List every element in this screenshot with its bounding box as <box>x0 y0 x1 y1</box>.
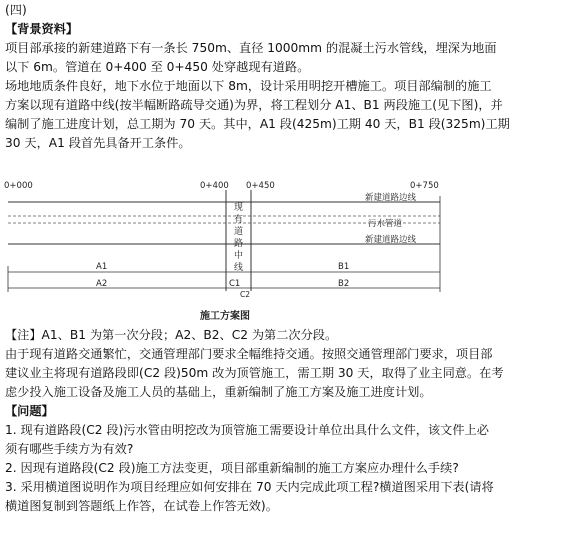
construction-plan-figure <box>0 176 571 326</box>
background-line: 以下 6m。管道在 0+400 至 0+450 处穿越现有道路。 <box>5 60 310 74</box>
segment-C2-label: C2 <box>240 290 251 299</box>
note-line: 建议业主将现有道路段即(C2 段)50m 改为顶管施工，需工期 30 天，取得了业主同意。在考 <box>5 366 504 380</box>
svg-text:路: 路 <box>234 239 244 249</box>
segment-C1-label: C1 <box>229 279 241 289</box>
background-section <box>5 1 567 153</box>
question-line: 须有哪些手续方为有效? <box>5 442 134 456</box>
background-line: 项目部承接的新建道路下有一条长 750m、直径 1000mm 的混凝土污水管线，埋深为地面 <box>5 41 497 55</box>
note-line: 【注】A1、B1 为第一次分段；A2、B2、C2 为第二次分段。 <box>5 328 338 342</box>
existing-road-centerline-label <box>234 202 243 273</box>
pipe-label: 污水管道 <box>368 219 403 229</box>
background-heading: 【背景资料】 <box>5 22 79 36</box>
station-label-400: 0+400 <box>200 181 229 191</box>
station-label-450: 0+450 <box>246 181 275 191</box>
note-line: 虑少投入施工设备及施工人员的基础上，重新编制了施工方案及施工进度计划。 <box>5 385 432 399</box>
background-line: 编制了施工进度计划，总工期为 70 天。其中，A1 段(425m)工期 40 天，B1 段(325m)工期 <box>5 117 510 131</box>
background-line: 场地地质条件良好，地下水位于地面以下 8m，设计采用明挖开槽施工。项目部编制的施工 <box>5 79 492 93</box>
segment-B2-label: B2 <box>338 279 350 289</box>
question-heading: 【问题】 <box>5 404 54 418</box>
question-line: 2. 因现有道路段(C2 段)施工方法变更，项目部重新编制的施工方案应办理什么手续? <box>5 461 459 475</box>
question-line: 1. 现有道路段(C2 段)污水管由明挖改为顶管施工需要设计单位出具什么文件，该文件上必 <box>5 423 489 437</box>
background-line: 方案以现有道路中线(按半幅断路疏导交通)为界，将工程划分 A1、B1 两段施工(见下图)，并 <box>5 98 503 112</box>
svg-text:现: 现 <box>234 203 244 213</box>
svg-text:有: 有 <box>234 215 244 225</box>
note-line: 由于现有道路交通繁忙，交通管理部门要求全幅维持交通。按照交通管理部门要求，项目部 <box>5 347 493 361</box>
station-label-end: 0+750 <box>410 181 439 191</box>
question-line: 3. 采用横道图说明作为项目经理应如何安排在 70 天内完成此项工程?横道图采用下表(请将 <box>5 480 494 494</box>
svg-text:中: 中 <box>234 251 244 261</box>
question-line: 横道图复制到答题纸上作答，在试卷上作答无效)。 <box>5 499 278 513</box>
segment-B1-label: B1 <box>338 262 350 272</box>
svg-text:线: 线 <box>234 263 244 273</box>
svg-text:道: 道 <box>234 227 244 237</box>
segment-A2-label: A2 <box>96 279 108 289</box>
background-line: 30 天，A1 段首先具备开工条件。 <box>5 136 191 150</box>
station-label-start: 0+000 <box>4 181 33 191</box>
bottom-road-edge-label: 新建道路边线 <box>365 235 417 245</box>
top-road-edge-label: 新建道路边线 <box>365 193 417 203</box>
note-section <box>5 326 567 516</box>
figure-caption: 施工方案图 <box>200 311 250 322</box>
section-number: (四) <box>5 3 27 17</box>
segment-A1-label: A1 <box>96 262 108 272</box>
